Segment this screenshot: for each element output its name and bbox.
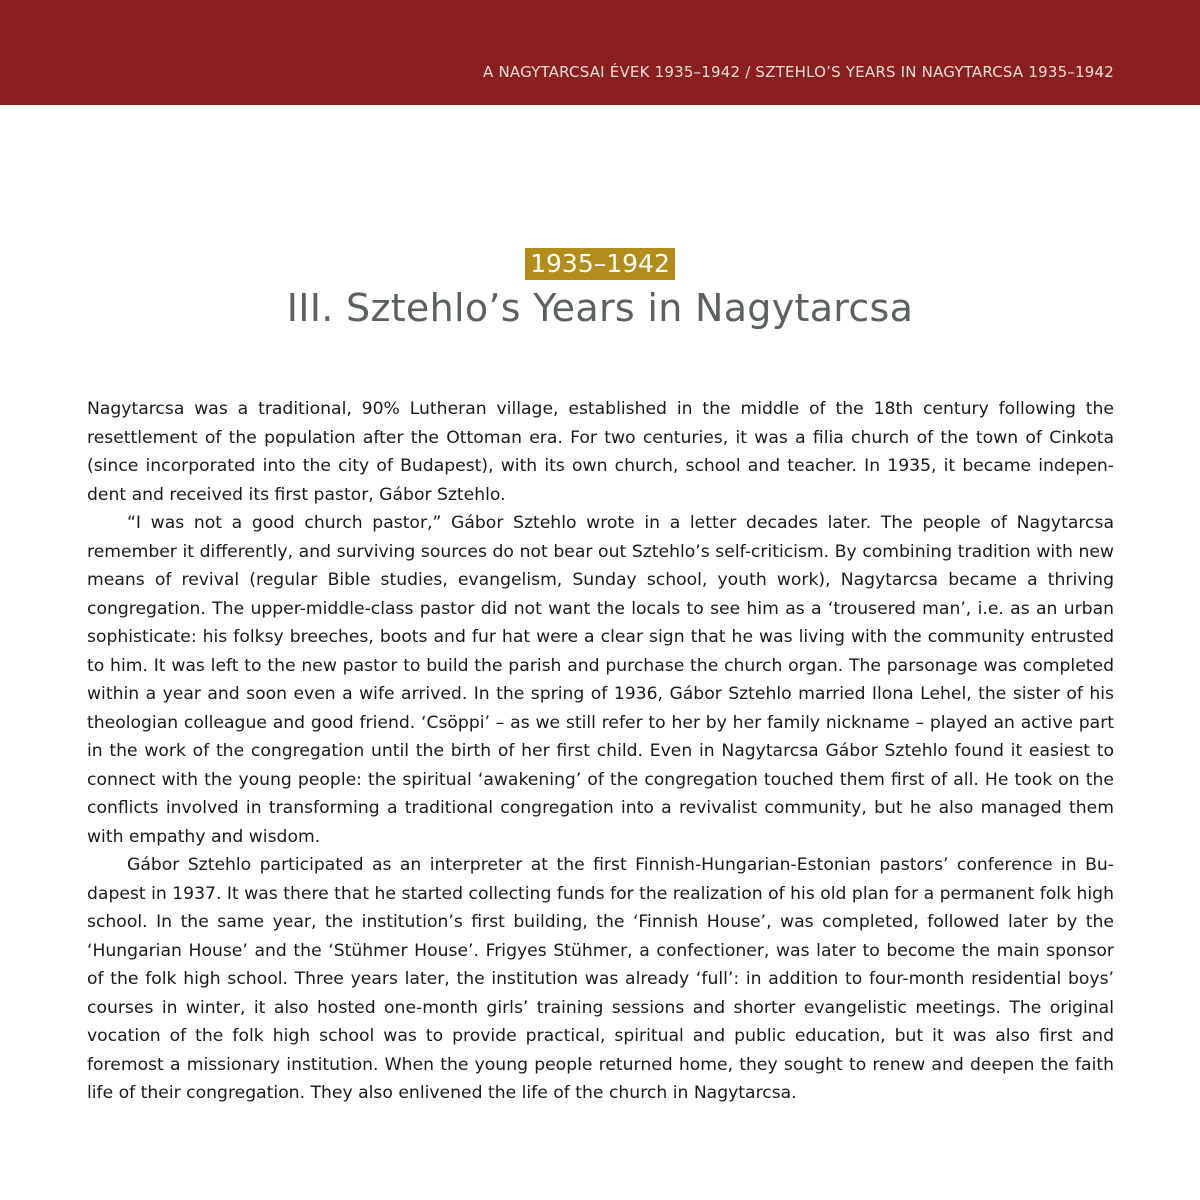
running-header: A NAGYTARCSAI ÉVEK 1935–1942 / SZTEHLO’S YEARS IN NAGYTARCSA 1935–1942	[483, 63, 1114, 81]
header-band	[0, 0, 1200, 105]
body-text	[87, 395, 1114, 1108]
paragraph: Nagytarcsa was a traditional, 90% Lutheran village, established in the middle of the 18th century following the resettlement of the population after the Ottoman era. For two centuries, it was a filia church of the town of Cinkota (since incorporated into the city of Budapest), with its own church, school and teacher. In 1935, it became independent and received its first pastor, Gábor Sztehlo.	[87, 399, 1114, 505]
chapter-title-block	[0, 248, 1200, 333]
paragraph: Gábor Sztehlo participated as an interpreter at the first Finnish-Hungarian-Estonian pastors’ conference in Budapest in 1937. It was there that he started collecting funds for the realization of his old plan for a permanent folk high school. In the same year, the institution’s first building, the ‘Finnish House’, was completed, followed later by the ‘Hungarian House’ and the ‘Stühmer House’. Frigyes Stühmer, a confectioner, was later to become the main sponsor of the folk high school. Three years later, the institution was already ‘full’: in addition to four-month residential boys’ courses in winter, it also hosted one-month girls’ training sessions and shorter evangelistic meetings. The original vocation of the folk high school was to provide practical, spiritual and public education, but it was also first and foremost a missionary institution. When the young people returned home, they sought to renew and deepen the faith life of their congregation. They also enlivened the life of the church in Nagytarcsa.	[87, 855, 1114, 1103]
paragraph: “I was not a good church pastor,” Gábor Sztehlo wrote in a letter decades later. The people of Nagytarcsa remember it differently, and surviving sources do not bear out Sztehlo’s self-criticism. By combining tradition with new means of revival (regular Bible studies, evangelism, Sunday school, youth work), Nagytarcsa became a thriving congregation. The upper-middle-class pastor did not want the locals to see him as a ‘trousered man’, i.e. as an urban sophisticate: his folksy breeches, boots and fur hat were a clear sign that he was living with the community entrusted to him. It was left to the new pastor to build the parish and purchase the church organ. The parsonage was completed within a year and soon even a wife arrived. In the spring of 1936, Gábor Sztehlo married Ilona Lehel, the sister of his theologian colleague and good friend. ‘Csöppi’ – as we still refer to her by her family nickname – played an active part in the work of the congregation until the birth of her first child. Even in Nagytarcsa Gábor Sztehlo found it easiest to connect with the young people: the spiritual ‘awakening’ of the congregation touched them first of all. He took on the conflicts involved in transforming a traditional congregation into a revivalist community, but he also managed them with empathy and wisdom.	[87, 513, 1114, 847]
chapter-title: III. Sztehlo’s Years in Nagytarcsa	[286, 286, 914, 330]
year-badge: 1935–1942	[525, 248, 675, 280]
